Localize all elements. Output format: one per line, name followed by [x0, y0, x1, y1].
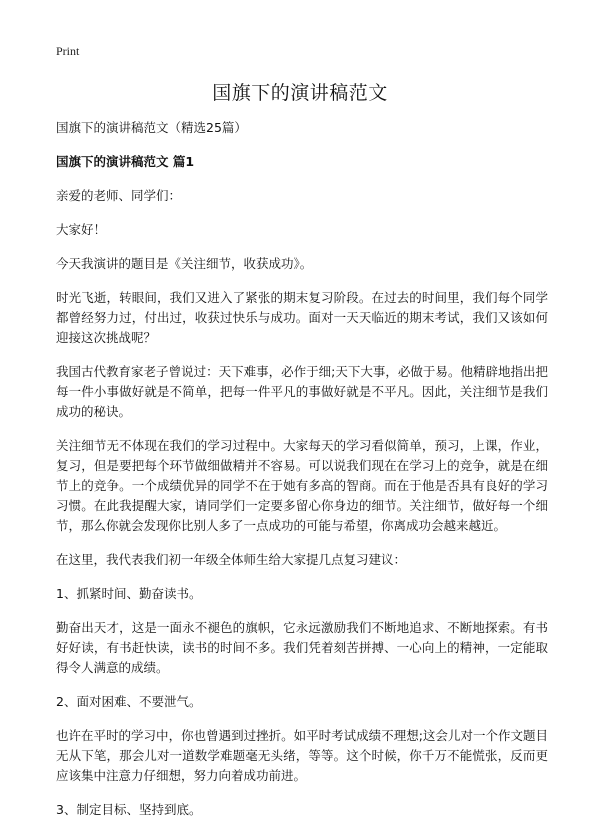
paragraph: 勤奋出天才，这是一面永不褪色的旗帜，它永远激励我们不断地追求、不断地探索。有书好好读，有书赶快读，读书的时间不多。我们凭着刻苦拼搏、一心向上的精神，一定能取得令人满意的成绩。 [56, 620, 548, 675]
paragraph: 也许在平时的学习中，你也曾遇到过挫折。如平时考试成绩不理想;这会儿对一个作文题目无从下笔，那会儿对一道数学难题毫无头绪，等等。这个时候，你千万不能慌张，反而更应该集中注意力仔细想，努力向着成功前进。 [56, 728, 548, 783]
document-subtitle: 国旗下的演讲稿范文（精选25篇） [56, 120, 247, 135]
paragraph: 亲爱的老师、同学们： [56, 188, 182, 203]
document-title: 国旗下的演讲稿范文 [212, 82, 388, 104]
list-item-heading: 2、面对困难、不要泄气。 [56, 694, 202, 709]
list-item-heading: 3、制定目标、坚持到底。 [56, 802, 202, 817]
paragraph: 关注细节无不体现在我们的学习过程中。大家每天的学习看似简单，预习，上课，作业，复习，但是要把每个环节做细做精并不容易。可以说我们现在在学习上的竞争，就是在细节上的竞争。一个成绩优异的同学不在于她有多高的智商。而在于他是否具有良好的学习习惯。在此我提醒大家，请同学们一定要多留心你身边的细节。关注细节，做好每一个细节，那么你就会发现你比别人多了一点成功的可能与希望，你离成功会越来越近。 [56, 438, 548, 533]
paragraph: 今天我演讲的题目是《关注细节，收获成功》。 [56, 256, 313, 271]
paragraph: 大家好！ [56, 222, 107, 237]
paragraph: 在这里，我代表我们初一年级全体师生给大家提几点复习建议： [56, 552, 407, 567]
print-link[interactable]: Print [56, 44, 80, 58]
paragraph: 我国古代教育家老子曾说过：天下难事，必作于细;天下大事，必做于易。他精辟地指出把每一件小事做好就是不简单，把每一件平凡的事做好就是不平凡。因此，关注细节是我们成功的秘诀。 [56, 364, 548, 419]
document-body [56, 118, 548, 834]
paragraph: 时光飞逝，转眼间，我们又进入了紧张的期末复习阶段。在过去的时间里，我们每个同学都曾经努力过，付出过，收获过快乐与成功。面对一天天临近的期末考试，我们又该如何迎接这次挑战呢？ [56, 290, 548, 345]
list-item-heading: 1、抓紧时间、勤奋读书。 [56, 586, 202, 601]
section-heading: 国旗下的演讲稿范文 篇1 [56, 154, 195, 169]
